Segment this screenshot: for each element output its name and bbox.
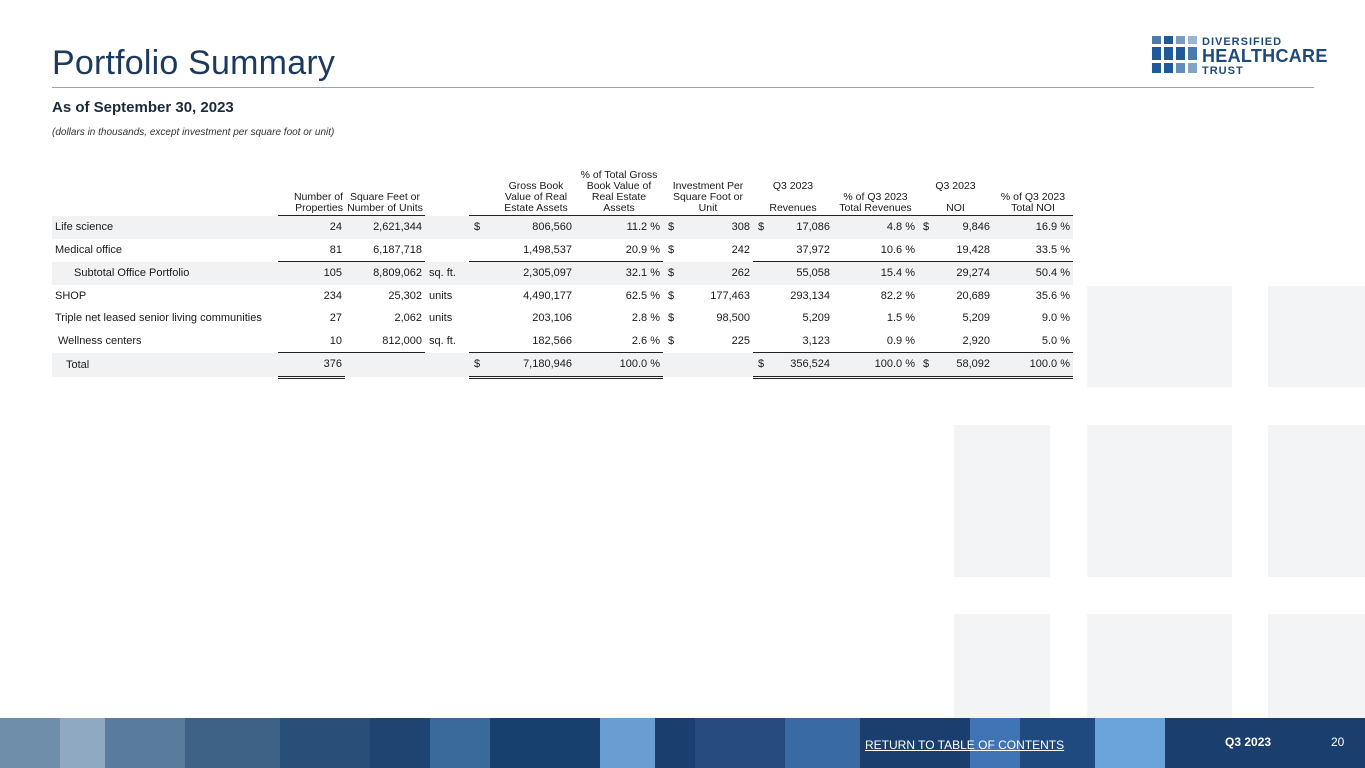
cell-noi: 58,092 (938, 353, 993, 378)
cell-investment: 177,463 (710, 289, 750, 302)
logo-text-line3: TRUST (1202, 65, 1244, 77)
header-investment: Investment Per Square Foot or Unit (663, 170, 753, 216)
cell-dollar-sign (918, 307, 938, 330)
logo-grid-icon (1152, 36, 1198, 74)
page-title: Portfolio Summary (52, 44, 336, 82)
header-properties: Number of Properties (278, 170, 345, 216)
company-logo (1152, 36, 1328, 77)
cell-pct-noi: 33.5 % (993, 239, 1073, 262)
cell-dollar-sign (918, 239, 938, 262)
cell-dollar-sign (753, 307, 771, 330)
table-row (52, 216, 1073, 239)
cell-gross-book: 4,490,177 (523, 289, 572, 302)
cell-sqft: 25,302 (388, 289, 422, 302)
table-row (52, 285, 1073, 308)
cell-unit: units (429, 312, 453, 325)
cell-unit: sq. ft. (429, 335, 456, 347)
header-revenues-period: Q3 2023 (772, 180, 814, 192)
footer-photo-strip (0, 718, 60, 768)
cell-investment: 98,500 (716, 312, 750, 325)
cell-pct-noi: 35.6 % (1035, 289, 1070, 302)
header-noi-period: Q3 2023 (935, 180, 976, 192)
cell-dollar-sign: $ (918, 353, 938, 378)
table-row (52, 330, 1073, 353)
cell-gross-book: 203,106 (532, 312, 572, 325)
cell-pct-gross: 2.8 % (631, 312, 660, 325)
cell-investment: 242 (731, 244, 750, 256)
row-label: Subtotal Office Portfolio (52, 262, 278, 285)
background-block (1087, 425, 1232, 577)
background-block (954, 614, 1050, 718)
cell-noi: 29,274 (938, 262, 993, 285)
cell-dollar-sign (918, 330, 938, 353)
header-noi (918, 170, 993, 216)
header-gross-book: Gross Book Value of Real Estate Assets (469, 170, 575, 216)
cell-dollar-sign: $ (668, 335, 675, 347)
cell-pct-revenues: 0.9 % (833, 330, 918, 353)
cell-unit (425, 239, 469, 262)
cell-pct-noi: 9.0 % (1041, 312, 1070, 325)
cell-dollar-sign (918, 285, 938, 308)
row-label: Life science (52, 216, 278, 239)
logo-text-line1: DIVERSIFIED (1202, 36, 1283, 48)
cell-sqft: 2,621,344 (345, 216, 425, 239)
cell-properties: 27 (329, 312, 342, 325)
header-noi-label: NOI (946, 202, 965, 214)
table-header-row (52, 170, 1073, 216)
cell-unit: sq. ft. (425, 262, 469, 285)
cell-noi: 9,846 (938, 216, 993, 239)
header-revenues (753, 170, 833, 216)
background-block (1268, 614, 1365, 718)
cell-pct-revenues: 1.5 % (886, 312, 915, 325)
background-block (1087, 286, 1232, 387)
row-label: Wellness centers (58, 335, 142, 347)
cell-revenues: 5,209 (802, 312, 830, 325)
row-label: Triple net leased senior living communities (55, 312, 262, 325)
header-sqft: Square Feet or Number of Units (345, 170, 425, 216)
cell-pct-noi: 16.9 % (993, 216, 1073, 239)
row-label: SHOP (55, 289, 87, 302)
cell-properties: 81 (278, 239, 345, 262)
cell-gross-book: 182,566 (493, 330, 575, 353)
row-label: Total (52, 353, 278, 378)
header-pct-revenues: % of Q3 2023 Total Revenues (833, 170, 918, 216)
cell-revenues: 37,972 (771, 239, 833, 262)
cell-dollar-sign: $ (663, 262, 687, 285)
cell-dollar-sign (918, 262, 938, 285)
cell-pct-revenues: 10.6 % (833, 239, 918, 262)
cell-properties: 376 (278, 353, 345, 378)
cell-dollar-sign: $ (668, 244, 675, 256)
cell-dollar-sign (469, 285, 493, 308)
background-block (954, 425, 1050, 577)
cell-revenues: 55,058 (771, 262, 833, 285)
row-label: Medical office (55, 244, 123, 256)
cell-dollar-sign: $ (753, 216, 771, 239)
cell-pct-revenues: 82.2 % (880, 289, 915, 302)
cell-dollar-sign (469, 239, 493, 262)
cell-dollar-sign (469, 262, 493, 285)
cell-dollar-sign (753, 239, 771, 262)
cell-pct-revenues: 4.8 % (833, 216, 918, 239)
cell-revenues: 17,086 (771, 216, 833, 239)
cell-dollar-sign: $ (469, 353, 493, 378)
cell-dollar-sign (753, 262, 771, 285)
cell-pct-gross: 100.0 % (575, 353, 663, 378)
units-note: (dollars in thousands, except investment per square foot or unit) (52, 127, 335, 138)
cell-pct-revenues: 15.4 % (833, 262, 918, 285)
title-divider (52, 87, 1314, 88)
background-block (1268, 286, 1365, 387)
cell-revenues: 3,123 (771, 330, 833, 353)
cell-gross-book: 1,498,537 (493, 239, 575, 262)
cell-gross-book: 806,560 (493, 216, 575, 239)
table-row (52, 239, 1073, 262)
cell-sqft: 812,000 (345, 330, 425, 353)
cell-properties: 105 (278, 262, 345, 285)
cell-sqft: 2,062 (394, 312, 422, 325)
cell-unit: units (429, 289, 453, 302)
cell-pct-gross: 2.6 % (575, 330, 663, 353)
header-revenues-label: Revenues (769, 202, 817, 214)
cell-dollar-sign: $ (663, 216, 687, 239)
cell-properties: 10 (278, 330, 345, 353)
cell-pct-noi: 100.0 % (993, 353, 1073, 378)
cell-dollar-sign: $ (918, 216, 938, 239)
cell-dollar-sign: $ (668, 312, 675, 325)
cell-properties: 234 (323, 289, 342, 302)
cell-noi: 20,689 (956, 289, 990, 302)
page-number: 20 (1331, 735, 1345, 749)
cell-pct-gross: 62.5 % (625, 289, 660, 302)
cell-gross-book: 7,180,946 (493, 353, 575, 378)
cell-revenues: 293,134 (790, 289, 830, 302)
cell-dollar-sign: $ (753, 353, 771, 378)
cell-revenues: 356,524 (771, 353, 833, 378)
cell-noi: 5,209 (962, 312, 990, 325)
cell-investment: 308 (687, 216, 753, 239)
cell-pct-gross: 20.9 % (575, 239, 663, 262)
footer-quarter: Q3 2023 (1225, 735, 1272, 749)
cell-pct-gross: 11.2 % (575, 216, 663, 239)
header-pct-gross: % of Total Gross Book Value of Real Estate Assets (575, 170, 663, 216)
table-row-total (52, 353, 1073, 378)
table-row-subtotal (52, 262, 1073, 285)
cell-investment: 225 (731, 335, 750, 347)
background-block (1268, 425, 1365, 577)
cell-pct-gross: 32.1 % (575, 262, 663, 285)
cell-pct-revenues: 100.0 % (833, 353, 918, 378)
cell-pct-noi: 5.0 % (993, 330, 1073, 353)
cell-dollar-sign: $ (469, 216, 493, 239)
cell-sqft: 6,187,718 (345, 239, 425, 262)
header-pct-noi: % of Q3 2023 Total NOI (993, 170, 1073, 216)
cell-investment: 262 (687, 262, 753, 285)
cell-pct-noi: 50.4 % (993, 262, 1073, 285)
footer-banner (0, 718, 1365, 768)
cell-gross-book: 2,305,097 (493, 262, 575, 285)
portfolio-table (52, 170, 1073, 379)
cell-sqft: 8,809,062 (345, 262, 425, 285)
background-block (1087, 614, 1232, 718)
cell-dollar-sign (469, 307, 493, 330)
cell-noi: 19,428 (938, 239, 993, 262)
return-to-contents-link[interactable]: RETURN TO TABLE OF CONTENTS (865, 738, 1065, 752)
cell-dollar-sign: $ (668, 289, 675, 302)
cell-unit (425, 216, 469, 239)
cell-dollar-sign (753, 330, 771, 353)
cell-properties: 24 (278, 216, 345, 239)
table-row (52, 307, 1073, 330)
as-of-date: As of September 30, 2023 (52, 99, 234, 116)
cell-noi: 2,920 (938, 330, 993, 353)
cell-dollar-sign (753, 285, 771, 308)
cell-dollar-sign (469, 330, 493, 353)
logo-text-line2: HEALTHCARE (1202, 46, 1328, 66)
